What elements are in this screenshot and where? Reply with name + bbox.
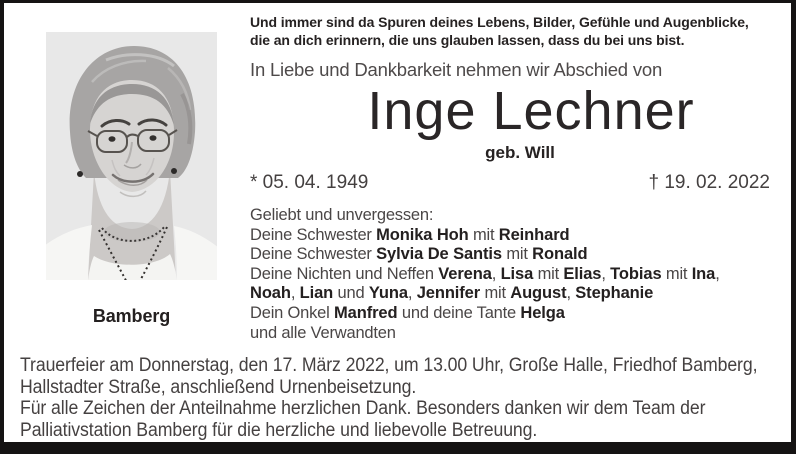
family-line: Geliebt und unvergessen:: [250, 206, 434, 224]
maiden-name: geb. Will: [485, 143, 555, 162]
intro-line: In Liebe und Dankbarkeit nehmen wir Abschied von: [250, 59, 663, 80]
family-line: Noah, Lian und Yuna, Jennifer mit August, Stephanie: [250, 284, 654, 303]
portrait-illustration: [46, 32, 217, 280]
city-label: Bamberg: [92, 306, 171, 326]
funeral-line: Palliativstation Bamberg für die herzliche und liebevolle Betreuung.: [20, 419, 538, 441]
family-line: Deine Schwester Monika Hoh mit Reinhard: [250, 225, 570, 244]
family-lines: [250, 206, 778, 343]
funeral-line: Hallstadter Straße, anschließend Urnenbeisetzung.: [20, 376, 417, 398]
center-column: [250, 13, 778, 343]
funeral-info: [20, 355, 757, 441]
death-date: † 19. 02. 2022: [648, 172, 770, 193]
family-line: Deine Nichten und Neffen Verena, Lisa mit Elias, Tobias mit Ina,: [250, 264, 720, 283]
epigraph-line-2: die an dich erinnern, die uns glauben lassen, dass du bei uns bist.: [250, 32, 685, 48]
deceased-name: Inge Lechner: [367, 81, 695, 141]
funeral-line: Trauerfeier am Donnerstag, den 17. März 2022, um 13.00 Uhr, Große Halle, Friedhof Bamberg,: [20, 355, 758, 376]
family-line: Dein Onkel Manfred und deine Tante Helga: [250, 303, 565, 322]
portrait-photo: [46, 32, 217, 280]
funeral-line: Für alle Zeichen der Anteilnahme herzlichen Dank. Besonders danken wir dem Team der: [20, 398, 706, 420]
epigraph: [250, 13, 778, 49]
family-line: Deine Schwester Sylvia De Santis mit Ronald: [250, 245, 588, 264]
birth-date: * 05. 04. 1949: [250, 172, 369, 193]
epigraph-line-1: Und immer sind da Spuren deines Lebens, Bilder, Gefühle und Augenblicke,: [250, 14, 749, 30]
dates-row: [250, 172, 778, 194]
family-line: und alle Verwandten: [250, 323, 396, 342]
